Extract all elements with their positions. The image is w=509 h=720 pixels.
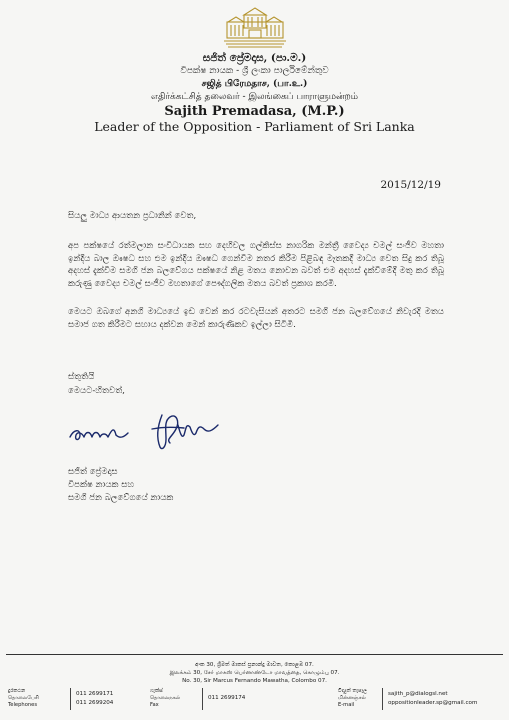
title-tamil: எதிர்க்கட்சித் தலைவர் - இலங்கைப் பாராளுமன்றம் xyxy=(150,92,359,102)
signatory-title-1: විපක්ෂ නායක සහ xyxy=(68,480,135,490)
letter-date: 2015/12/19 xyxy=(380,179,441,191)
telephone-label-en: Telephones xyxy=(8,702,38,708)
address-english: No. 30, Sir Marcus Fernando Mawatha, Colombo 07. xyxy=(182,678,327,684)
signatory-name: සජිත් ප්‍රේමදාස xyxy=(68,467,118,477)
closing-thanks: ස්තුතියි xyxy=(68,372,95,382)
closing-yours: මෙයට-හිතවත්, xyxy=(68,386,125,396)
email-label-ta: மின்னஞ்சல் xyxy=(338,695,366,701)
body-paragraph-2: මෙයට ඔබගේ අනගි මාධ්‍යයේ ඉඩ වෙන් කර රටවැසියන් අතරට සමගි ජන බලවේගයේ නිවැරදි මතය සමාජ ගත කිරීමට සහාය දක්වන මෙන් කාරුණිකව ඉල්ලා සිටිමි. xyxy=(68,307,444,330)
title-english: Leader of the Opposition - Parliament of Sri Lanka xyxy=(94,119,415,134)
email-label-en: E-mail xyxy=(338,702,355,708)
telephone-label-si: දුරකථන xyxy=(8,688,26,694)
name-english: Sajith Premadasa, (M.P.) xyxy=(164,104,345,119)
email-address-2[interactable]: oppositionleader.sp@gmail.com xyxy=(388,700,478,706)
telephone-label-ta: தொலைபேசி xyxy=(8,695,39,701)
telephone-number-2[interactable]: 011 2699204 xyxy=(76,700,114,706)
footer-divider xyxy=(6,654,503,655)
email-label-si: විද්‍යුත් තැපෑල xyxy=(338,688,368,694)
parliament-logo xyxy=(222,6,288,48)
fax-label-en: Fax xyxy=(150,702,159,708)
fax-separator xyxy=(202,688,203,710)
fax-number[interactable]: 011 2699174 xyxy=(208,695,246,701)
fax-label-ta: தொலைநகல் xyxy=(150,695,181,701)
name-tamil: சஜித் பிரேமதாச, (பா.உ.) xyxy=(201,79,308,89)
address-sinhala: අංක 30, ශ්‍රීමත් මාකස් ප්‍රනාන්දු මාවත, කොළඹ 07. xyxy=(195,662,314,668)
telephone-separator xyxy=(70,688,71,710)
handwritten-signature xyxy=(66,407,246,457)
title-sinhala: විපක්ෂ නායක - ශ්‍රී ලංකා පාර්ලිමේන්තුව xyxy=(180,66,329,76)
email-address-1[interactable]: sajith_p@dialogsl.net xyxy=(388,691,448,697)
salutation: සියලු මාධ්‍ය ආයතන ප්‍රධානින් වෙත, xyxy=(68,211,197,221)
address-tamil: இலக்கம் 30, சேர் மாகஸ் பெர்னாண்டோ மாவத்தை, கொழும்பு 07. xyxy=(169,670,340,676)
body-paragraph-1: අප පක්ෂයේ රත්මලාන සංවිධායක සහ දෙහිවල ගල්කිස්ස නාගරික මන්ත්‍රී වෛද්‍ය චමල් සංජීව මහතා ඉන්දීය බාල ඖෂධ සහ එම ඉන්දීය ඖෂධ ගෙන්වීම නතර කිරීම පිළිබඳ මෑතකදී මාධ්‍ය වෙත සිදු කර තිබූ අදහස් දැක්වීම සමගි ජන බලවේගය පක්ෂයේ නිළ මතය නොවන බවත් එම අදහස් දැක්වීමේදී මතු කර තිබූ කරුණු වෛද්‍ය චමල් සංජීව මහතාගේ පෞද්ගලික මතය බවත් ප්‍රකාශ කරමි. xyxy=(68,241,445,289)
name-sinhala: සජිත් ප්‍රේමදාස, (පා.ම.) xyxy=(202,52,307,64)
signatory-title-2: සමගි ජන බලවේගයේ නායක xyxy=(68,493,174,503)
telephone-number-1[interactable]: 011 2699171 xyxy=(76,691,114,697)
fax-label-si: ෆැක්ස් xyxy=(150,688,163,694)
email-separator xyxy=(382,688,383,710)
